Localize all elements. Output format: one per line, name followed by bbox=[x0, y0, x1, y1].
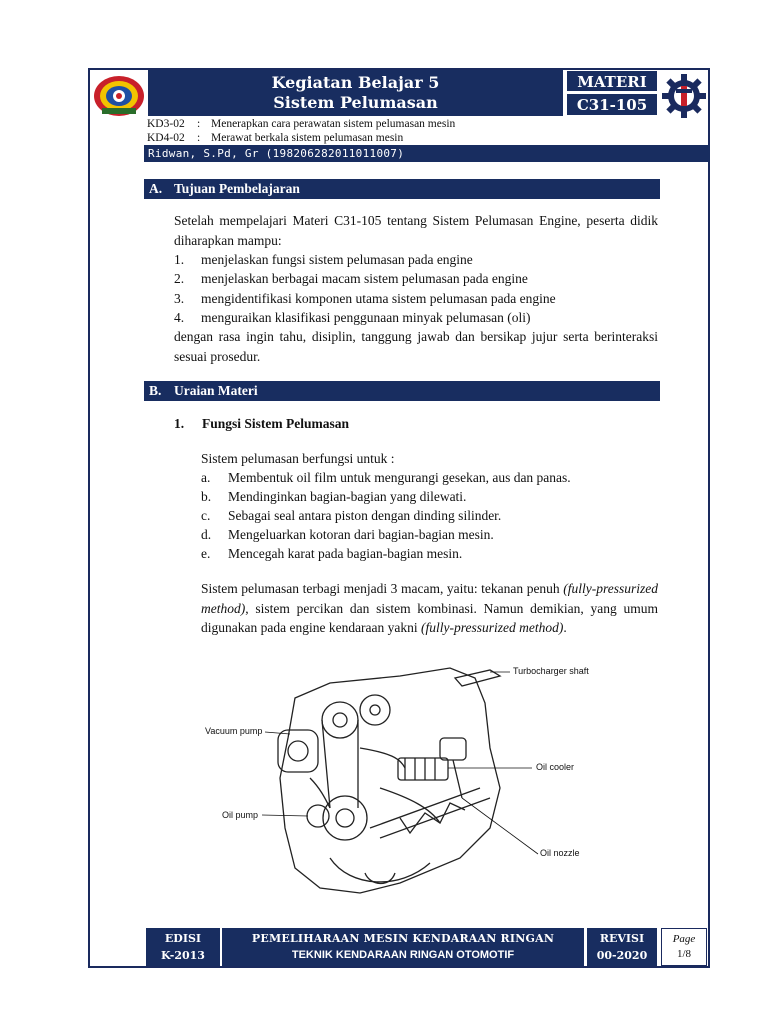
function-item-d: d. Mengeluarkan kotoran dari bagian-bagian mesin. bbox=[201, 527, 494, 542]
materi-label: MATERI bbox=[566, 70, 658, 92]
label-oil-cooler: Oil cooler bbox=[536, 762, 575, 772]
label-oil-pump: Oil pump bbox=[222, 810, 259, 820]
page-number: 1/8 bbox=[676, 948, 692, 960]
objective-item-2: 2. menjelaskan berbagai macam sistem pelumasan pada engine bbox=[174, 271, 528, 286]
footer-title-line2: TEKNIK KENDARAAN RINGAN OTOMOTIF bbox=[291, 949, 515, 961]
objective-item-1: 1. menjelaskan fungsi sistem pelumasan pada engine bbox=[174, 252, 473, 267]
kd-line-2: KD4-02 : Merawat berkala sistem pelumasan mesin bbox=[147, 132, 404, 144]
function-item-c: c. Sebagai seal antara piston dengan dinding silinder. bbox=[201, 508, 502, 523]
section-a-intro: Setelah mempelajari Materi C31-105 tentang Sistem Pelumasan Engine, peserta didik diharapkan mampu: bbox=[174, 213, 658, 248]
label-turbocharger-shaft: Turbocharger shaft bbox=[513, 666, 589, 676]
subsection-heading: 1. Fungsi Sistem Pelumasan bbox=[174, 416, 350, 431]
function-item-e: e. Mencegah karat pada bagian-bagian mesin. bbox=[201, 546, 463, 561]
function-item-b: b. Mendinginkan bagian-bagian yang dilewati. bbox=[201, 489, 467, 504]
materi-code: C31-105 bbox=[566, 93, 658, 116]
materi-box bbox=[566, 70, 658, 116]
section-b-heading: B. Uraian Materi bbox=[144, 381, 660, 401]
page-number-box bbox=[661, 928, 707, 966]
author-bar: Ridwan, S.Pd, Gr (198206282011011007) bbox=[144, 145, 710, 162]
school-logo bbox=[92, 74, 146, 118]
objective-item-3: 3. mengidentifikasi komponen utama sistem pelumasan pada engine bbox=[174, 291, 556, 306]
engine-drawing bbox=[200, 658, 590, 900]
revisi-value: 00-2020 bbox=[596, 949, 648, 962]
gear-logo-icon bbox=[660, 72, 708, 120]
revisi-label: REVISI bbox=[599, 932, 645, 945]
edisi-value: K-2013 bbox=[161, 949, 205, 962]
lubrication-types-paragraph: Sistem pelumasan terbagi menjadi 3 macam, yaitu: tekanan penuh (fully-pressurized method), sistem percikan dan sistem kombinasi. Namun demikian, yang umum digunakan pada engine kendaraan yakni (fully-pressurized method). bbox=[201, 581, 658, 635]
footer-edisi bbox=[146, 928, 220, 966]
footer-title-line1: PEMELIHARAAN MESIN KENDARAAN RINGAN bbox=[251, 932, 555, 945]
kd-line-1: KD3-02 : Menerapkan cara perawatan sistem pelumasan mesin bbox=[147, 118, 456, 130]
footer-title bbox=[222, 928, 584, 966]
label-oil-nozzle: Oil nozzle bbox=[540, 848, 580, 858]
lesson-title-line2: Sistem Pelumasan bbox=[273, 93, 438, 112]
edisi-label: EDISI bbox=[164, 932, 202, 945]
section-a-heading: A. Tujuan Pembelajaran bbox=[144, 179, 660, 199]
function-item-a: a. Membentuk oil film untuk mengurangi gesekan, aus dan panas. bbox=[201, 470, 571, 485]
page-label: Page bbox=[672, 933, 696, 945]
lesson-title bbox=[148, 70, 563, 116]
objective-item-4: 4. menguraikan klasifikasi penggunaan minyak pelumasan (oli) bbox=[174, 310, 531, 325]
lesson-title-line1: Kegiatan Belajar 5 bbox=[271, 73, 440, 92]
function-lead: Sistem pelumasan berfungsi untuk : bbox=[201, 451, 395, 466]
footer-revisi bbox=[587, 928, 657, 966]
section-a-closing: dengan rasa ingin tahu, disiplin, tanggung jawab dan bersikap jujur serta berinteraksi sesuai prosedur. bbox=[174, 329, 658, 364]
engine-lubrication-figure bbox=[200, 658, 590, 900]
label-vacuum-pump: Vacuum pump bbox=[205, 726, 263, 736]
